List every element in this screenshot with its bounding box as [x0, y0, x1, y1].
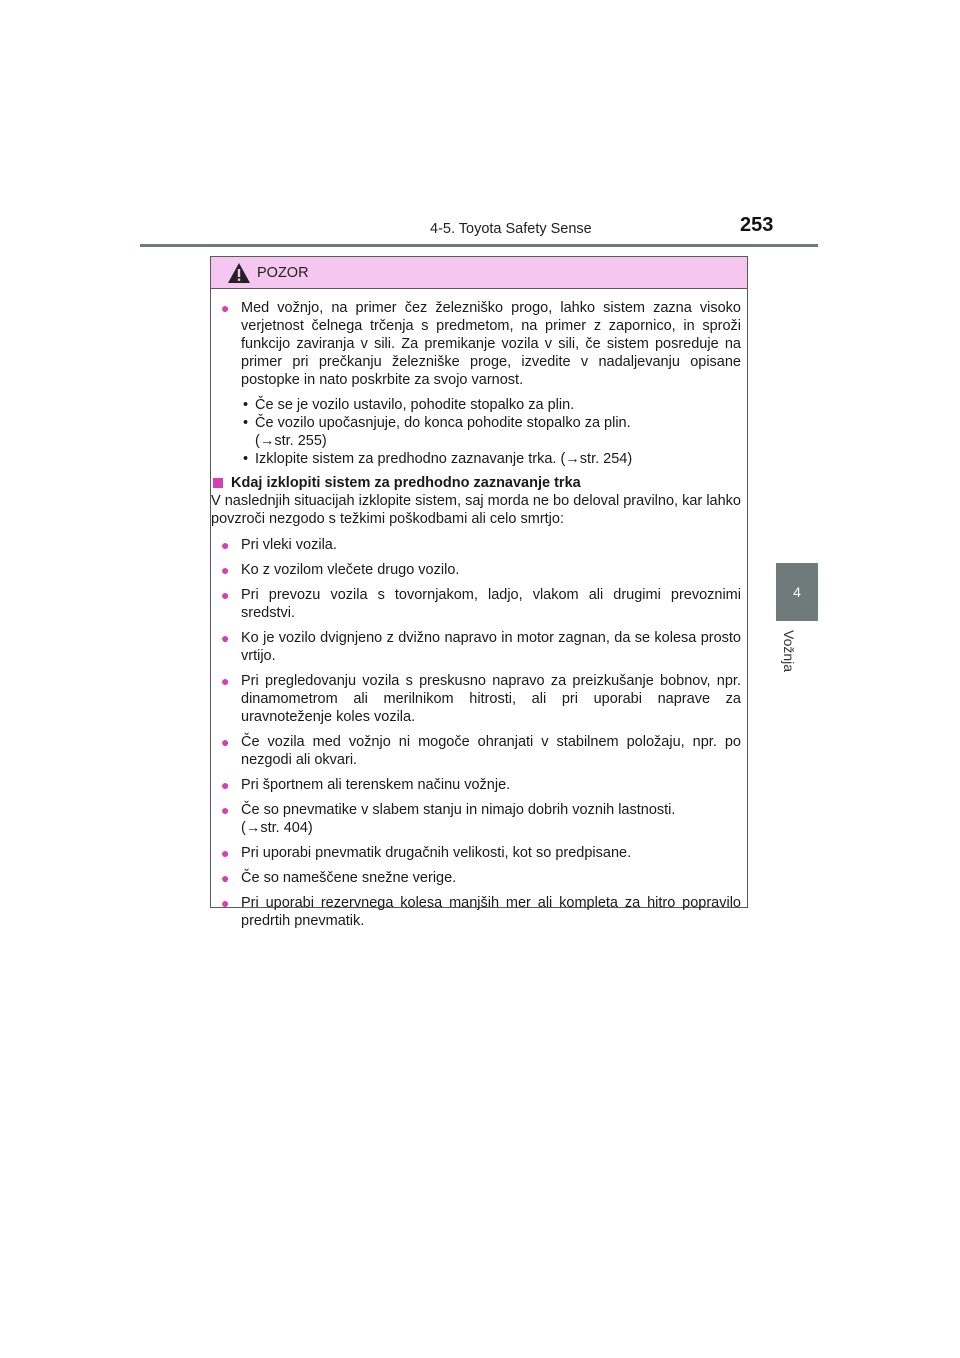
bullet-icon: ●: [221, 802, 230, 818]
sub-list-item: • Izklopite sistem za predhodno zaznavanje trka. (→str. 254): [243, 451, 633, 467]
list-item: ● Če vozila med vožnjo ni mogoče ohranjati v stabilnem položaju, npr. po nezgodi ali okvari.: [221, 734, 741, 768]
list-item: ● Pri vleki vozila.: [221, 537, 337, 553]
sub-list-item: • Če se je vozilo ustavilo, pohodite stopalko za plin.: [243, 397, 575, 413]
bullet-icon: ●: [221, 777, 230, 793]
bullet-icon: ●: [221, 734, 230, 750]
list-item: ● Pri uporabi pnevmatik drugačnih velikosti, kot so predpisane.: [221, 845, 632, 861]
bullet-icon: ●: [221, 845, 230, 861]
header-divider: [140, 244, 818, 247]
page-reference: (→str. 404): [241, 820, 313, 836]
list-item: ● Pri uporabi rezervnega kolesa manjših mer ali kompleta za hitro popravilo predrtih pnevmatik.: [221, 895, 741, 929]
warning-title: POZOR: [257, 264, 309, 281]
bullet-icon: ●: [221, 895, 230, 911]
bullet-icon: ●: [221, 537, 230, 553]
list-item: ● Med vožnjo, na primer čez železniško progo, lahko sistem zazna visoko verjetnost čelnega trčenja s predmetom, na primer z zapornico, in sproži funkcijo zaviranja v sili. Za premikanje vozila v sili, če sistem posreduje na primer pri prečkanju železniške proge, izvedite v nadaljevanju opisane postopke in nato poskrbite za svojo varnost.: [221, 300, 741, 388]
page-number: 253: [740, 214, 774, 236]
list-item: ● Če so pnevmatike v slabem stanju in nimajo dobrih voznih lastnosti. (→str. 404): [221, 802, 676, 836]
section-heading: Kdaj izklopiti sistem za predhodno zaznavanje trka: [211, 474, 741, 492]
chapter-tab: [776, 563, 818, 621]
section-intro: V naslednjih situacijah izklopite sistem, saj morda ne bo deloval pravilno, kar lahko povzroči nezgodo s težkimi poškodbami ali celo smrtjo:: [211, 493, 741, 527]
list-item: ● Ko z vozilom vlečete drugo vozilo.: [221, 562, 460, 578]
chapter-number: 4: [793, 584, 801, 600]
warning-body: [211, 289, 747, 930]
bullet-icon: ●: [221, 587, 230, 603]
sub-list: [221, 396, 741, 468]
warning-triangle-icon: [227, 262, 251, 284]
bullet-icon: ●: [221, 300, 230, 316]
square-bullet-icon: [213, 478, 223, 488]
bullet-icon: ●: [221, 673, 230, 689]
warning-box: [210, 256, 748, 929]
warning-title-bar: [211, 257, 747, 289]
page-reference: (→str. 255): [255, 433, 327, 449]
list-item: ● Pri pregledovanju vozila s preskusno napravo za preizkušanje bobnov, npr. dinamometrom ali merilnikom hitrosti, ali pri uporabi naprave za uravnoteženje koles vozila.: [221, 673, 741, 725]
bullet-icon: ●: [221, 870, 230, 886]
list-item: ● Pri prevozu vozila s tovornjakom, ladjo, vlakom ali drugimi prevoznimi sredstvi.: [221, 587, 741, 621]
bullet-icon: ●: [221, 630, 230, 646]
list-item: ● Pri športnem ali terenskem načinu vožnje.: [221, 777, 511, 793]
chapter-label: Vožnja: [781, 630, 797, 673]
list-item: ● Ko je vozilo dvignjeno z dvižno napravo in motor zagnan, da se kolesa prosto vrtijo.: [221, 630, 741, 664]
section-title: 4-5. Toyota Safety Sense: [430, 221, 592, 237]
bullet-icon: ●: [221, 562, 230, 578]
sub-list-item: • Če vozilo upočasnjuje, do konca pohodite stopalko za plin.: [243, 415, 631, 431]
list-item: ● Če so nameščene snežne verige.: [221, 870, 457, 886]
